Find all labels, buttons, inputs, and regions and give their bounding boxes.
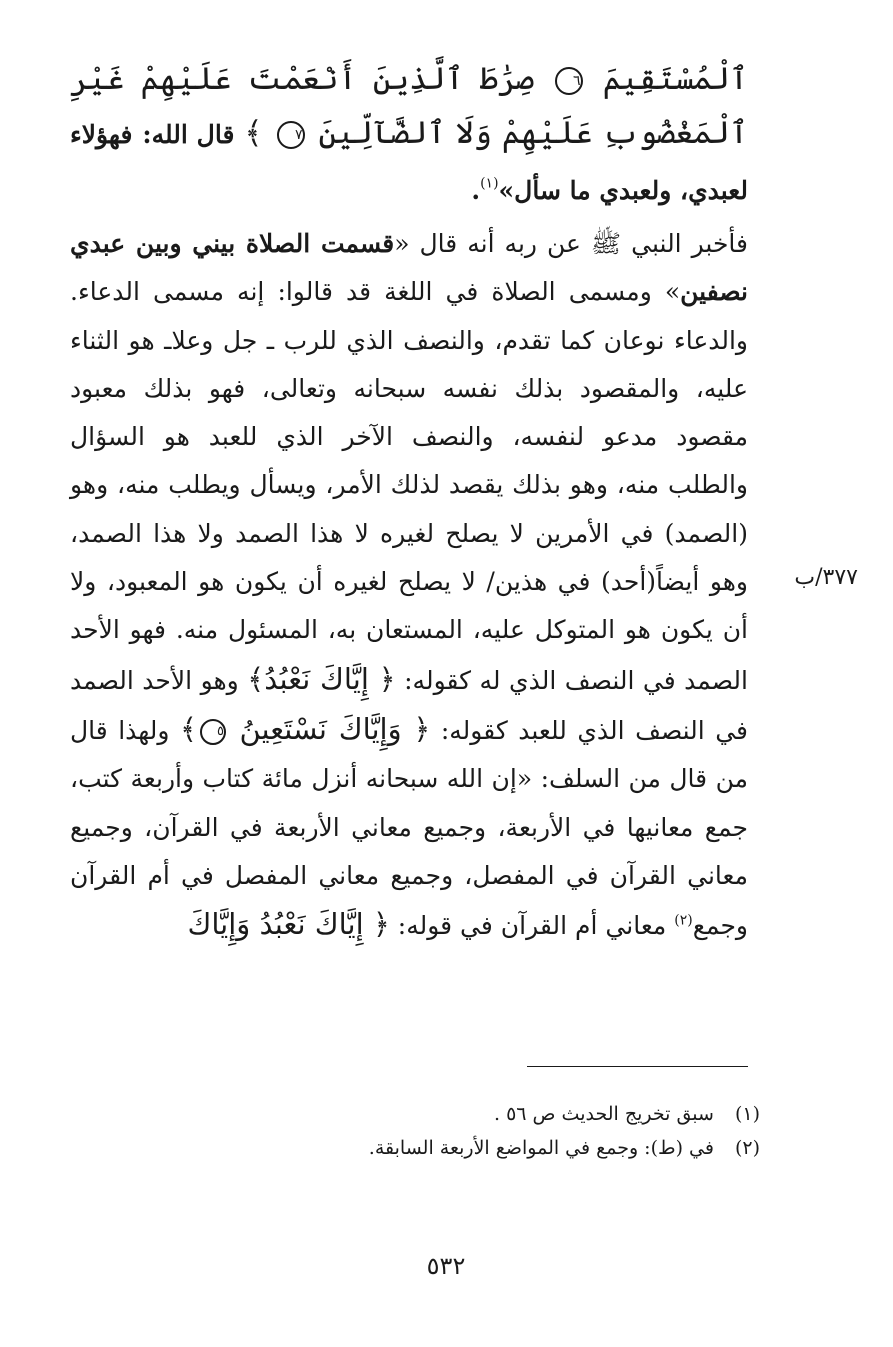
footnote-number: (٢) [734, 1137, 760, 1159]
verse-end-period: . [471, 176, 481, 205]
hadith-bold-text: فهؤلاء لعبدي، ولعبدي ما سأل» [70, 120, 748, 205]
main-text-start: فأخبر النبي ﷺ عن ربه أنه قال « [394, 229, 748, 258]
main-paragraph [70, 220, 748, 950]
ayah-number-6: ٦ [555, 67, 583, 95]
page-number: ٥٣٢ [426, 1252, 466, 1280]
footnote-text: سبق تخريج الحديث ص ٥٦ . [493, 1103, 714, 1125]
quran-quote-2-end: ﴾ [179, 711, 197, 746]
qala-allah: قال الله: [142, 120, 235, 149]
verse-text-a: ٱلْمُسْتَقِيمَ [602, 61, 749, 97]
main-text-mid: وهو الأحد الصمد في النصف الذي للعبد كقوله: [70, 665, 748, 745]
footnote-1 [200, 1097, 760, 1131]
manuscript-folio-marker: ٣٧٧/ب [794, 565, 858, 590]
footnote-ref-1: (١) [480, 175, 499, 192]
footnote-text: في (ط): وجمع في المواضع الأربعة السابقة. [368, 1137, 714, 1159]
main-text-rest: » ومسمى الصلاة في اللغة قد قالوا: إنه مسمى الدعاء. والدعاء نوعان كما تقدم، والنصف الذي للرب ـ جل وعلاـ هو الثناء عليه، والمقصود بذلك نفسه سبحانه وتعالى، فهو بذلك معبود مقصود مدعو لنفسه، والنصف الآخر الذي للعبد هو السؤال والطلب منه، وهو بذلك يقصد لذلك الأمر، ويسأل ويطلب منه، وهو (الصمد) في الأمرين لا يصلح لغيره لا هذا الصمد ولا هذا الصمد، وهو أيضاً(أحد) في هذين/ لا يصلح لغيره أن يكون هو المعبود، ولا أن يكون هو المتوكل عليه، المستعان به، المسئول منه. فهو الأحد الصمد في النصف الذي له كقوله: [70, 277, 748, 695]
footnote-separator [527, 1066, 748, 1067]
ayah-number-7: ٧ [277, 121, 305, 149]
verse-block [70, 52, 748, 218]
footnote-ref-2: (٢) [674, 912, 693, 929]
footnote-number: (١) [734, 1103, 760, 1125]
quran-quote-3: ﴿ إِيَّاكَ نَعْبُدُ وَإِيَّاكَ [187, 907, 390, 942]
quran-quote-1: ﴿ إِيَّاكَ نَعْبُدُ﴾ [247, 661, 396, 696]
verse-closing-bracket: ﴾ [244, 115, 263, 151]
verse-text-b: صِرَٰطَ ٱلَّذِينَ أَنْعَمْتَ عَلَيْهِمْ غَيْرِ ٱلْمَغْضُوبِ عَلَيْهِمْ وَلَا ٱلضَّآلِّينَ [70, 61, 748, 151]
quran-quote-2: ﴿ وَإِيَّاكَ نَسْتَعِينُ [239, 711, 431, 746]
footnote-2 [200, 1131, 760, 1165]
ayah-number-5: ٥ [200, 719, 226, 745]
footnotes [200, 1097, 760, 1165]
main-text-after: ولهذا قال من قال من السلف: «إن الله سبحانه أنزل مائة كتاب وأربعة كتب، جمع معانيها في الأربعة، وجميع معاني الأربعة في القرآن، وجميع معاني القرآن في المفصل، وجميع معاني المفصل في أم القرآن وجمع [70, 715, 748, 941]
main-text-final: معاني أم القرآن في قوله: [389, 911, 675, 941]
main-bold-hadith: قسمت الصلاة بيني وبين عبدي نصفين [70, 229, 748, 307]
